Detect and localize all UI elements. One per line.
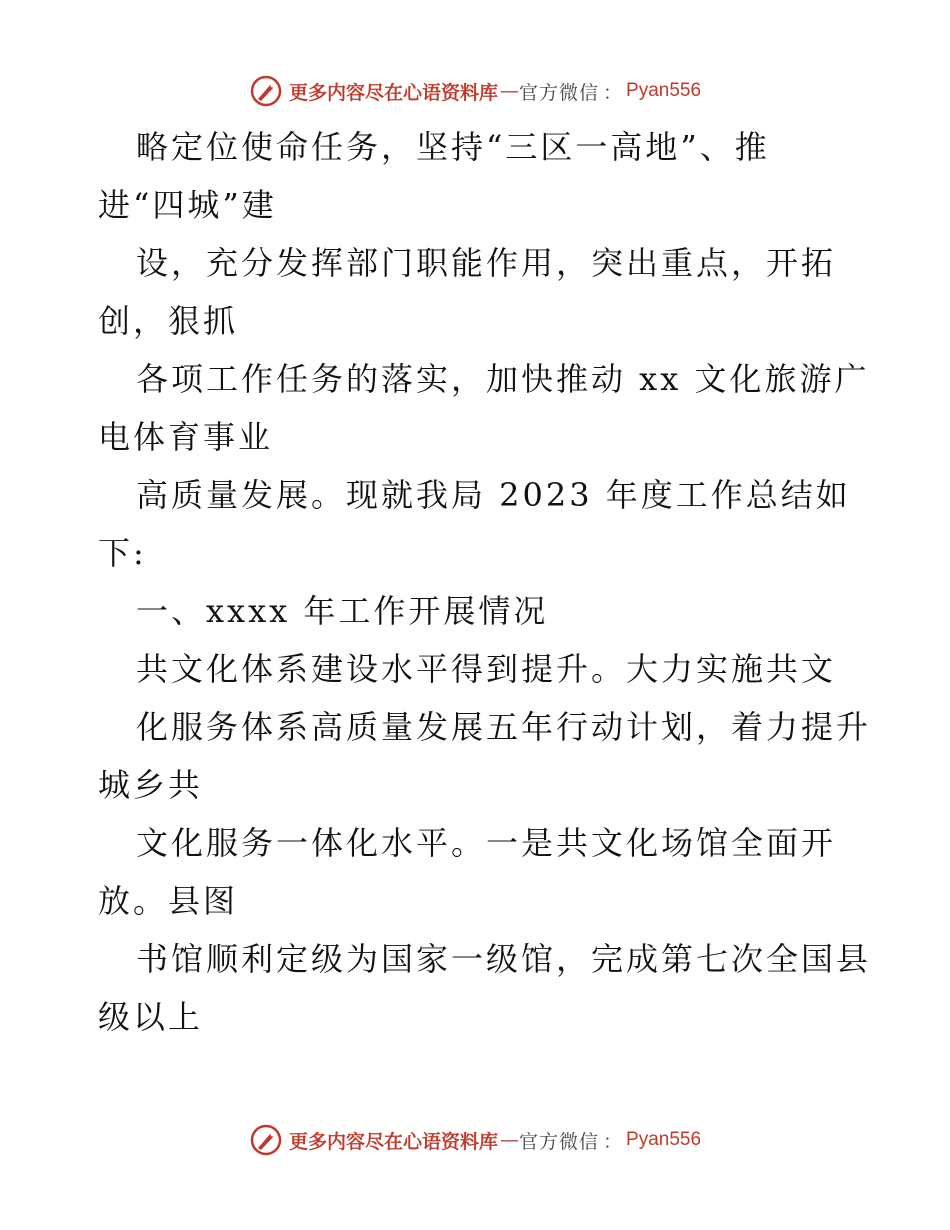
banner-colon: ： xyxy=(603,81,623,104)
body-text-line: 一、xxxx 年工作开展情况 xyxy=(136,592,549,630)
footer-banner xyxy=(0,1120,950,1160)
body-text-line: 放。县图 xyxy=(98,882,239,920)
body-text-line: 进“四城”建 xyxy=(98,186,277,224)
body-text-line: 略定位使命任务，坚持“三区一高地”、推 xyxy=(136,128,770,166)
banner-colon: ： xyxy=(603,1130,623,1153)
body-text-line: 化服务体系高质量发展五年行动计划，着力提升 xyxy=(136,708,872,746)
banner-separator: — xyxy=(499,1129,517,1151)
pen-logo-icon xyxy=(249,1123,283,1157)
body-text-line: 城乡共 xyxy=(98,766,204,804)
document-body xyxy=(98,118,872,1046)
pen-logo-icon xyxy=(249,74,283,108)
banner-label: 官方微信 xyxy=(518,81,599,104)
banner-wechat-id: Pyan556 xyxy=(626,1129,702,1150)
body-text-line: 文化服务一体化水平。一是共文化场馆全面开 xyxy=(136,824,837,862)
banner-brand-text: 更多内容尽在心语资料库 xyxy=(288,1130,498,1153)
body-text-line: 创，狠抓 xyxy=(98,302,239,340)
banner-separator: — xyxy=(499,80,517,102)
header-banner xyxy=(0,71,950,111)
body-text-line: 书馆顺利定级为国家一级馆，完成第七次全国县 xyxy=(136,940,872,978)
body-text-line: 高质量发展。现就我局 2023 年度工作总结如 xyxy=(136,476,851,514)
body-text-line: 电体育事业 xyxy=(98,418,274,456)
body-text-line: 共文化体系建设水平得到提升。大力实施共文 xyxy=(136,650,837,688)
banner-label: 官方微信 xyxy=(518,1130,599,1153)
body-text-line: 设，充分发挥部门职能作用，突出重点，开拓 xyxy=(136,244,837,282)
body-text-line: 各项工作任务的落实，加快推动 xx 文化旅游广 xyxy=(136,360,870,398)
body-text-line: 下: xyxy=(98,534,147,572)
banner-brand-text: 更多内容尽在心语资料库 xyxy=(288,81,498,104)
body-text-line: 级以上 xyxy=(98,998,204,1036)
banner-wechat-id: Pyan556 xyxy=(626,80,702,101)
